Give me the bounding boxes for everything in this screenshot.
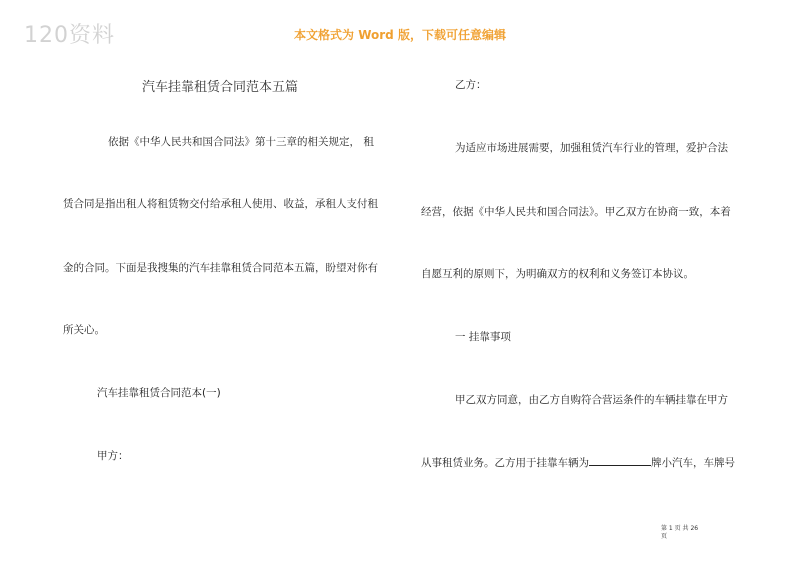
text-before-blank: 从事租赁业务。乙方用于挂靠车辆为 <box>421 457 589 469</box>
party-b-label: 乙方： <box>455 79 487 91</box>
paragraph-line: 金的合同。下面是我搜集的汽车挂靠租赁合同范本五篇，盼望对你有 <box>63 262 378 274</box>
paragraph-line: 依据《中华人民共和国合同法》第十三章的相关规定， 租 <box>108 136 374 148</box>
paragraph-line <box>421 455 735 470</box>
paragraph-line: 赁合同是指出租人将租赁物交付给承租人使用、收益，承租人支付租 <box>63 198 378 210</box>
paragraph-line: 自愿互利的原则下，为明确双方的权利和义务签订本协议。 <box>421 268 694 280</box>
paragraph-line: 所关心。 <box>63 324 105 336</box>
party-a-label: 甲方： <box>97 450 129 462</box>
fill-in-blank <box>589 455 651 466</box>
text-after-blank: 牌小汽车，车牌号 <box>651 457 735 469</box>
paragraph-line: 为适应市场进展需要，加强租赁汽车行业的管理，爱护合法 <box>455 142 728 154</box>
document-title: 汽车挂靠租赁合同范本五篇 <box>141 80 298 95</box>
paragraph-line: 甲乙双方同意，由乙方自购符合营运条件的车辆挂靠在甲方 <box>455 394 728 406</box>
section-heading: 汽车挂靠租赁合同范本(一) <box>97 387 221 399</box>
paragraph-line: 经营，依据《中华人民共和国合同法》。甲乙双方在协商一致，本着 <box>421 206 731 218</box>
watermark-logo: 120资料 <box>24 23 115 48</box>
format-banner: 本文格式为 Word 版，下载可任意编辑 <box>294 28 506 42</box>
page-footer: 第 1 页 共 26 页 <box>661 525 699 540</box>
section-heading: 一 挂靠事项 <box>455 331 511 343</box>
